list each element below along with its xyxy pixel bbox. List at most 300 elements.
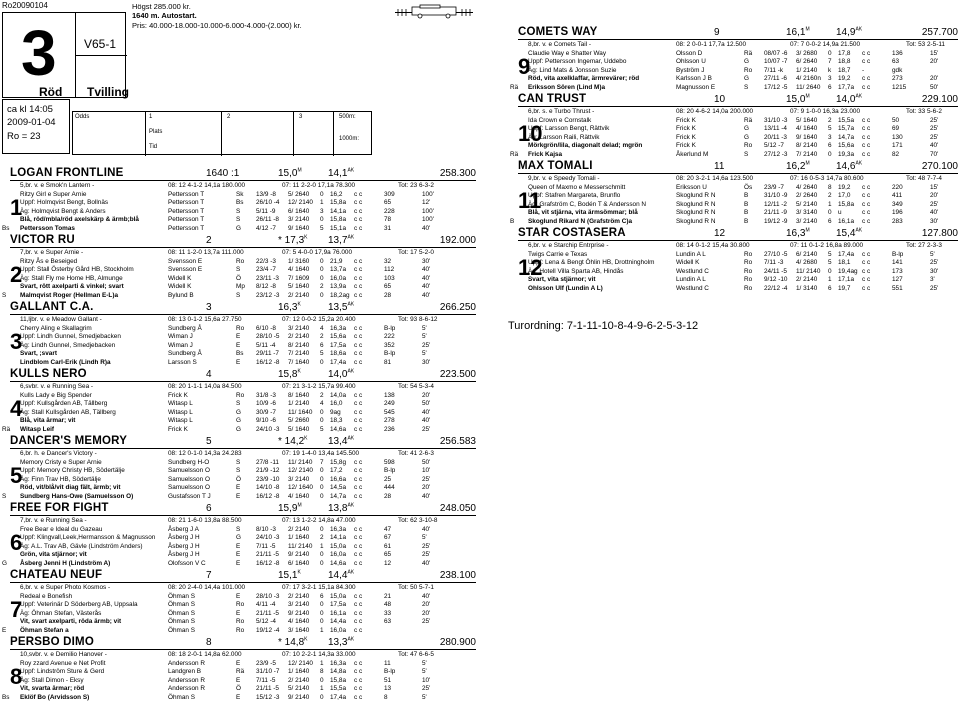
cell: 08: 20 2-4-0 14,4a 101.000 — [168, 584, 246, 591]
cell: Tot: 47 6-6-5 — [398, 651, 434, 658]
odds-divider — [293, 112, 294, 156]
horse-divider — [10, 381, 476, 382]
cell: 29/11 -7 — [256, 350, 279, 358]
cell: 23/9 -7 — [764, 183, 784, 191]
horse-record-auto — [328, 570, 354, 582]
cell: 30' — [422, 359, 431, 366]
pedigree-line — [20, 383, 476, 391]
horse-record-auto — [836, 161, 862, 173]
cell: c c — [354, 659, 363, 667]
cell: Svensson E — [168, 257, 203, 265]
horse-record — [278, 570, 301, 582]
cell: 23/12 -3 — [256, 292, 280, 299]
cell: Samuelsson O — [168, 484, 210, 492]
cell: c c — [354, 400, 363, 408]
cell: 8/ 2140 — [288, 341, 310, 349]
cell: Uppf: Lena & Bengt Öhlin HB, Drottningholm — [528, 259, 655, 267]
cell: 20' — [930, 75, 939, 83]
cell: Ro — [744, 250, 753, 258]
cell: E — [236, 484, 241, 492]
cell: E — [236, 592, 241, 600]
cell: G — [744, 133, 749, 141]
horse-name: COMETS WAY — [518, 26, 598, 38]
cell: B — [744, 192, 749, 200]
home-track: Rä — [510, 84, 519, 91]
cell: 15,1a — [330, 225, 346, 232]
cell: 1/ 2140 — [288, 400, 310, 408]
cell: 444 — [384, 484, 395, 492]
cell: 127 — [892, 276, 903, 284]
cell: 15,6a — [330, 333, 346, 341]
cell: 12/ 2140 — [288, 199, 313, 207]
record-type: K — [297, 301, 301, 308]
cell: 5 — [828, 125, 832, 133]
cell: 6/ 2640 — [796, 58, 818, 66]
cell: Roy zzard Avenue e Net Profit — [20, 659, 106, 667]
horse-distance-post: 12 — [714, 228, 726, 239]
start-row — [20, 359, 476, 367]
cell: 21 — [384, 592, 392, 600]
cell: 5 — [320, 426, 324, 433]
cell: 0 — [320, 408, 324, 416]
cell: E — [236, 659, 241, 667]
horse-earnings: 258.300 — [439, 168, 476, 179]
horse-divider — [518, 106, 958, 107]
cell: 25' — [422, 341, 431, 349]
cell: Blå, vita ärmar; vit — [20, 417, 76, 425]
cell: 25' — [422, 475, 431, 483]
cell: 08: 18 2-0-1 14,8a 62.000 — [168, 651, 242, 658]
cell: Widell K — [168, 274, 192, 282]
cell: c c — [862, 75, 871, 83]
cell: 7 — [320, 458, 324, 466]
cell: c c — [862, 49, 871, 57]
cell: 81 — [384, 359, 392, 366]
pedigree-line — [528, 175, 958, 183]
start-row — [528, 268, 958, 276]
cell: 16,3a — [330, 324, 346, 332]
horse-name: KULLS NERO — [10, 368, 87, 380]
cell: Öhman S — [168, 609, 195, 617]
cell: 5/ 2140 — [796, 200, 818, 208]
cell: 1 — [320, 199, 324, 207]
record-type: K — [304, 435, 308, 442]
cell: c c — [862, 183, 871, 191]
pedigree-line — [528, 242, 958, 250]
cell: 23/11 -3 — [256, 274, 279, 282]
cell: c c — [354, 199, 363, 207]
cell: 30' — [422, 257, 431, 265]
cell: G — [236, 534, 241, 542]
cell: Pettersson Tomas — [20, 225, 75, 232]
cell: c c — [354, 417, 363, 425]
cell: c c — [354, 676, 363, 684]
cell: 08: 20 3-2-1 14,6a 123.500 — [676, 175, 754, 182]
record-value: * 17,3 — [278, 235, 305, 246]
cell: 1/ 3140 — [796, 285, 818, 292]
cell: 551 — [892, 285, 903, 292]
record-value: * 14,8 — [278, 637, 305, 648]
cell: 31 — [384, 225, 392, 232]
cell: Tot: 23 6-3-2 — [398, 182, 434, 189]
cell: c c — [354, 534, 363, 542]
cell: Frick K — [676, 116, 696, 124]
cell: 12/11 -2 — [764, 200, 787, 208]
cell: 40' — [422, 493, 431, 500]
page-code: Ro20090104 — [2, 1, 48, 10]
cell: Tot: 33 5-6-2 — [906, 108, 942, 115]
start-row — [20, 417, 476, 425]
cell: 14,5a — [330, 484, 346, 492]
cell: 220 — [892, 183, 903, 191]
cell: Westlund C — [676, 267, 709, 275]
cell: c c — [354, 408, 363, 416]
horse-divider — [10, 515, 476, 516]
start-row — [20, 694, 476, 702]
cell: Eriksson U — [676, 183, 707, 191]
odds-divider — [145, 112, 146, 156]
post-position-number: 10 — [518, 121, 543, 146]
horse-distance-post: 11 — [714, 161, 725, 172]
record-type: M — [805, 160, 810, 167]
cell: Samuelsson O — [168, 467, 210, 475]
cell: 1/ 3160 — [288, 257, 310, 265]
cell: Sundberg H-O — [168, 458, 210, 466]
cell: Andersson R — [168, 659, 205, 667]
cell: c c — [354, 525, 363, 533]
record-value: 15,8 — [278, 369, 298, 380]
cell: 63 — [384, 618, 392, 626]
start-row — [528, 50, 958, 58]
record-type: K — [304, 636, 308, 643]
cell: 07: 21 3-1-2 15,7a 99.400 — [282, 383, 356, 390]
cell: Ro — [744, 259, 753, 267]
cell: 8,br. v. e Comets Tail - — [528, 41, 591, 48]
post-position-number: 2 — [10, 262, 23, 287]
cell: 8/ 2140 — [796, 142, 818, 150]
cell: 08: 2 0-0-1 17,7a 12.500 — [676, 41, 746, 48]
horse-distance-post: 7 — [206, 570, 212, 581]
cell: 31/10 -7 — [256, 668, 280, 676]
horse-record — [278, 369, 301, 381]
cell: c c — [354, 551, 363, 559]
cell: 5' — [422, 659, 427, 667]
cell: 4/ 2640 — [796, 183, 818, 191]
cell: Ro — [236, 324, 245, 332]
cell: B — [744, 200, 749, 208]
cell: 10' — [422, 676, 431, 684]
horse-record — [278, 302, 301, 314]
cell: Äg: Öhman Stefan, Västerås — [20, 609, 102, 617]
cell: 15,8g — [330, 458, 346, 466]
cell: Sundberg Å — [168, 350, 202, 358]
cell: G — [236, 426, 241, 433]
cell: 40' — [422, 408, 431, 416]
start-row — [20, 350, 476, 358]
cell: 70' — [930, 151, 939, 158]
start-row — [20, 392, 476, 400]
cell: 19/12 -4 — [256, 627, 280, 634]
cell: B — [744, 209, 749, 217]
start-row — [20, 409, 476, 417]
record-type: M — [805, 93, 810, 100]
cell: 07: 5 4-0-0 17,9a 76.000 — [282, 249, 352, 256]
cell: 411 — [892, 192, 903, 200]
cell: 19,3a — [838, 151, 854, 158]
start-row — [20, 426, 476, 434]
cell: Mörkgrön/lila, diagonalt delad; mgrön — [528, 142, 643, 150]
start-row — [20, 685, 476, 693]
cell: 16,0a — [330, 274, 346, 282]
cell: Redeal e Bonefish — [20, 592, 73, 600]
cell: Öhman Stefan a — [20, 627, 69, 634]
cell: 33 — [384, 609, 392, 617]
cell: 08: 20 1-1-1 14,0a 84.500 — [168, 383, 242, 390]
cell: c c — [862, 192, 871, 200]
cell: Ritzy Ås e Beseiged — [20, 257, 78, 265]
pedigree-line — [528, 108, 958, 116]
cell: c c — [354, 627, 363, 634]
cell: Öhman S — [168, 694, 195, 701]
cell: 16,2 — [330, 190, 343, 198]
cell: 1 — [320, 542, 324, 550]
cell: Uppf: Memory Christy HB, Södertälje — [20, 467, 125, 475]
cell: 19/12 -9 — [764, 218, 788, 225]
cell: 2/ 2140 — [288, 525, 310, 533]
horse-record-auto — [836, 27, 862, 39]
cell: 16/12 -8 — [256, 560, 280, 567]
cell: 6,svbr. v. e Running Sea - — [20, 383, 94, 390]
cell: c c — [354, 225, 363, 232]
cell: 17,4a — [330, 694, 346, 701]
cell: c c — [862, 200, 871, 208]
record-value: 13,8 — [328, 503, 348, 514]
cell: 15,7a — [838, 125, 854, 133]
cell: 309 — [384, 190, 395, 198]
cell: 40' — [422, 274, 431, 282]
cell: 8 — [384, 694, 388, 701]
cell: c c — [354, 341, 363, 349]
cell: B-lp — [384, 350, 396, 358]
cell: c c — [862, 142, 871, 150]
cell: 5' — [422, 333, 427, 341]
race-date: 2009-01-04 — [7, 117, 56, 129]
pedigree-line — [20, 450, 476, 458]
start-row — [528, 58, 958, 66]
cell: Frick K — [676, 125, 696, 133]
cell: 5' — [422, 350, 427, 358]
cell: 6/ 1640 — [288, 207, 310, 215]
cell: 65 — [384, 283, 392, 291]
post-position-number: 3 — [10, 329, 23, 354]
horse-distance-post: 9 — [714, 27, 720, 38]
record-type: K — [304, 234, 308, 241]
start-row — [20, 526, 476, 534]
horse-record — [786, 228, 810, 240]
start-row — [20, 551, 476, 559]
pedigree-line — [20, 584, 476, 592]
cell: 3/ 2140 — [288, 601, 310, 609]
cell: 28/10 -3 — [256, 592, 280, 600]
cell: 08/07 -6 — [764, 49, 788, 57]
cell: 0 — [320, 618, 324, 626]
cell: c c — [354, 207, 363, 215]
record-type: M — [805, 26, 810, 33]
horse-record — [278, 168, 302, 180]
start-row — [20, 333, 476, 341]
cell: 25' — [422, 618, 431, 626]
record-type: M — [297, 502, 302, 509]
cell: 4/ 1640 — [288, 493, 310, 500]
cell: Öhman S — [168, 592, 195, 600]
record-value: 13,5 — [328, 302, 348, 313]
cell: 0 — [320, 484, 324, 492]
cell: E — [236, 676, 241, 684]
post-position-number: 6 — [10, 530, 23, 555]
start-row — [20, 325, 476, 333]
cell: Skoglund Rikard N (Grafström C)a — [528, 218, 633, 225]
prize-line: Pris: 40.000-18.000-10.000-6.000-4.000-(2.000) kr. — [132, 20, 302, 30]
cell: 0 — [320, 266, 324, 274]
cell: 11/ 2640 — [796, 84, 821, 91]
start-row — [20, 283, 476, 291]
cell: 23/4 -7 — [256, 266, 276, 274]
post-position-number: 4 — [10, 396, 23, 421]
cell: 16/12 -8 — [256, 359, 280, 366]
cell: c c — [354, 266, 363, 274]
record-value: 13,4 — [328, 436, 348, 447]
cell: Pettersson T — [168, 190, 205, 198]
cell: 19,2 — [838, 75, 851, 83]
cell: 25' — [930, 259, 939, 267]
home-track: E — [2, 627, 7, 634]
home-track: Bs — [2, 225, 10, 232]
cell: 5/11 -4 — [256, 341, 276, 349]
post-position-number: 8 — [10, 664, 23, 689]
cell: c c — [354, 283, 363, 291]
cell: Pettersson T — [168, 225, 205, 232]
cell: 349 — [892, 200, 903, 208]
start-row — [20, 467, 476, 475]
horse-earnings: 248.050 — [439, 503, 476, 514]
home-track: G — [2, 560, 7, 567]
cell: Free Bear e Ideal du Gazeau — [20, 525, 103, 533]
cell: 14/10 -8 — [256, 484, 280, 492]
cell: Skoglund R N — [676, 218, 716, 225]
cell: Åsberg J A — [168, 525, 199, 533]
cell: S — [236, 400, 241, 408]
horse-record — [786, 94, 810, 106]
cell: Svensson E — [168, 266, 203, 274]
cell: Andersson R — [168, 685, 205, 693]
cell: 5' — [930, 250, 935, 258]
cell: 67 — [384, 534, 392, 542]
cell: 17,4a — [330, 359, 346, 366]
cell: - — [862, 66, 865, 74]
start-row — [20, 199, 476, 207]
cell: Tot: 50 5-7-1 — [398, 584, 434, 591]
cell: 9ag — [330, 408, 341, 416]
cell: 15' — [930, 183, 939, 191]
cell: 16,0 — [330, 400, 343, 408]
horse-record-auto — [328, 369, 354, 381]
cell: 6,br. s. e Turbo Thrust - — [528, 108, 595, 115]
start-row — [20, 560, 476, 568]
cell: Tot: 48 7-7-4 — [906, 175, 942, 182]
record-value: 15,9 — [278, 503, 298, 514]
cell: Ro — [744, 285, 753, 292]
cell: 25' — [930, 285, 939, 292]
cell: k — [828, 66, 832, 74]
pedigree-line — [528, 41, 958, 49]
cell: Åkerlund M — [676, 151, 709, 158]
cell: 20' — [930, 58, 939, 66]
cell: 15' — [930, 49, 939, 57]
start-row — [20, 610, 476, 618]
start-row — [528, 251, 958, 259]
cell: 0 — [320, 493, 324, 500]
cell: c c — [862, 276, 871, 284]
pedigree-line — [20, 182, 476, 190]
cell: 4 — [320, 400, 324, 408]
cell: E — [236, 333, 241, 341]
track-code: Ro = 23 — [7, 130, 41, 142]
cell: 100' — [422, 207, 434, 215]
cell: 0 — [320, 551, 324, 559]
cell: 6 — [320, 341, 324, 349]
start-row — [528, 142, 958, 150]
start-row — [20, 660, 476, 668]
record-type: M — [297, 167, 302, 174]
cell: 2/ 2140 — [288, 592, 310, 600]
record-type: AK — [347, 636, 355, 643]
cell: Ro — [236, 627, 245, 634]
cell: 4/12 -7 — [256, 225, 276, 232]
record-type: AK — [855, 160, 863, 167]
cell: 18,2ag — [330, 292, 350, 299]
cell: 278 — [384, 417, 395, 425]
cell: Ohlsson U — [676, 58, 706, 66]
horse-earnings: 266.250 — [439, 302, 476, 313]
cell: Olofsson V C — [168, 560, 206, 567]
cell: Bs — [236, 350, 244, 358]
cell: c c — [354, 350, 363, 358]
horse-earnings: 223.500 — [439, 369, 476, 380]
cell: 0 — [320, 467, 324, 475]
cell: 9,br. v. e Speedy Tomali - — [528, 175, 600, 182]
cell: G — [744, 58, 749, 66]
cell: 40' — [422, 417, 431, 425]
cell: Uppf: Klingvall,Leek,Hermansson & Magnusson — [20, 534, 156, 542]
cell: 15,8a — [330, 676, 346, 684]
cell: Röd, vit/blå/vit diag fält, ärmb; vit — [20, 484, 121, 492]
cell: 0 — [320, 359, 324, 366]
cell: Öhman S — [168, 601, 195, 609]
horse-record — [278, 637, 307, 649]
cell: 12/ 1640 — [288, 484, 313, 492]
cell: Ro — [744, 142, 753, 150]
cell: 18,8 — [838, 58, 851, 66]
start-row — [20, 618, 476, 626]
cell: Åsberg J H — [168, 542, 200, 550]
cell: Ö — [236, 475, 241, 483]
cell: 31/10 -3 — [764, 116, 788, 124]
cell: Äg: A.L. Trav AB, Gävle (Lindström Anders) — [20, 542, 143, 550]
cell: Ro — [744, 276, 753, 284]
cell: 16,0a — [330, 627, 346, 634]
cell: B-lp — [892, 250, 904, 258]
cell: 22/12 -4 — [764, 285, 788, 292]
